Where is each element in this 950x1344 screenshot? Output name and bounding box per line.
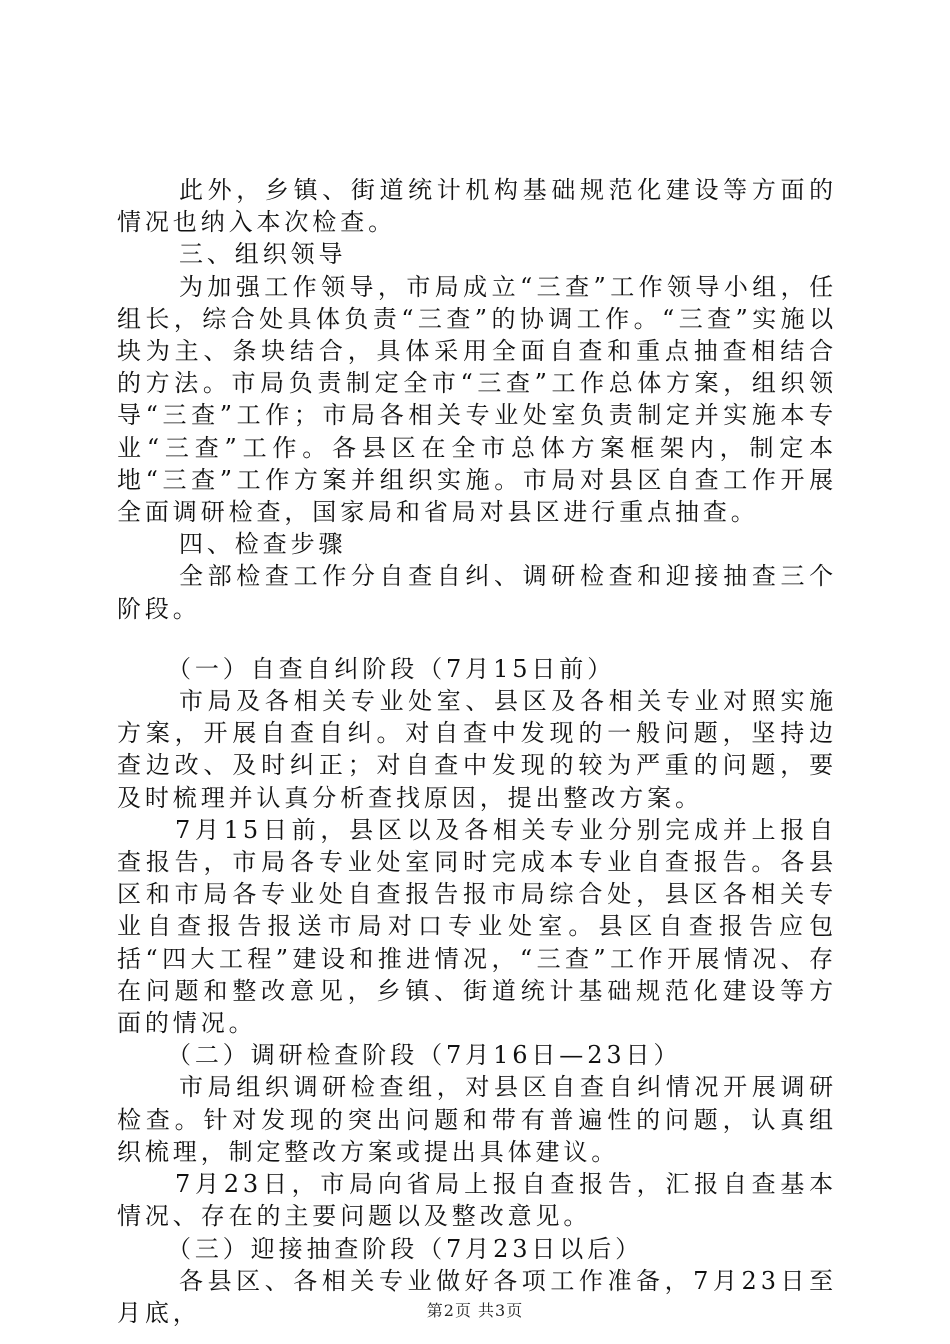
paragraph-stage-2-report: 7月23日，市局向省局上报自查报告，汇报自查基本情况、存在的主要问题以及整改意见。 — [117, 1170, 837, 1231]
document-body — [117, 174, 837, 1329]
section-heading-organization: 三、组织领导 — [179, 240, 347, 269]
paragraph-stage-3: 各县区、各相关专业做好各项工作准备，7月23日至月底， — [117, 1266, 837, 1327]
paragraph-stage-1: 市局及各相关专业处室、县区及各相关专业对照实施方案，开展自查自纠。对自查中发现的一般问题，坚持边查边改、及时纠正；对自查中发现的较为严重的问题，要及时梳理并认真分析查找原因，提出整改方案。 — [117, 687, 837, 812]
section-heading-steps: 四、检查步骤 — [179, 530, 347, 559]
paragraph-intro: 此外，乡镇、街道统计机构基础规范化建设等方面的情况也纳入本次检查。 — [117, 176, 837, 237]
subheading-stage-2: （二）调研检查阶段（7月16日—23日） — [167, 1041, 682, 1070]
subheading-stage-3: （三）迎接抽查阶段（7月23日以后） — [167, 1234, 644, 1263]
subheading-stage-1: （一）自查自纠阶段（7月15日前） — [167, 654, 616, 683]
paragraph-stage-1-deadline: 7月15日前，县区以及各相关专业分别完成并上报自查报告，市局各专业处室同时完成本专业自查报告。各县区和市局各专业处自查报告报市局综合处，县区各相关专业自查报告报送市局对口专业处室。县区自查报告应包括“四大工程”建设和推进情况，“三查”工作开展情况、存在问题和整改意见，乡镇、街道统计基础规范化建设等方面的情况。 — [117, 815, 837, 1038]
paragraph-stage-2: 市局组织调研检查组，对县区自查自纠情况开展调研检查。针对发现的突出问题和带有普遍性的问题，认真组织梳理，制定整改方案或提出具体建议。 — [117, 1073, 837, 1166]
page-footer: 第2页 共3页 — [426, 1301, 524, 1320]
paragraph-organization: 为加强工作领导，市局成立“三查”工作领导小组，任组长，综合处具体负责“三查”的协调工作。“三查”实施以块为主、条块结合，具体采用全面自查和重点抽查相结合的方法。市局负责制定全市“三查”工作总体方案，组织领导“三查”工作；市局各相关专业处室负责制定并实施本专业“三查”工作。各县区在全市总体方案框架内，制定本地“三查”工作方案并组织实施。市局对县区自查工作开展全面调研检查，国家局和省局对县区进行重点抽查。 — [117, 272, 837, 527]
paragraph-steps-overview: 全部检查工作分自查自纠、调研检查和迎接抽查三个阶段。 — [117, 562, 837, 623]
